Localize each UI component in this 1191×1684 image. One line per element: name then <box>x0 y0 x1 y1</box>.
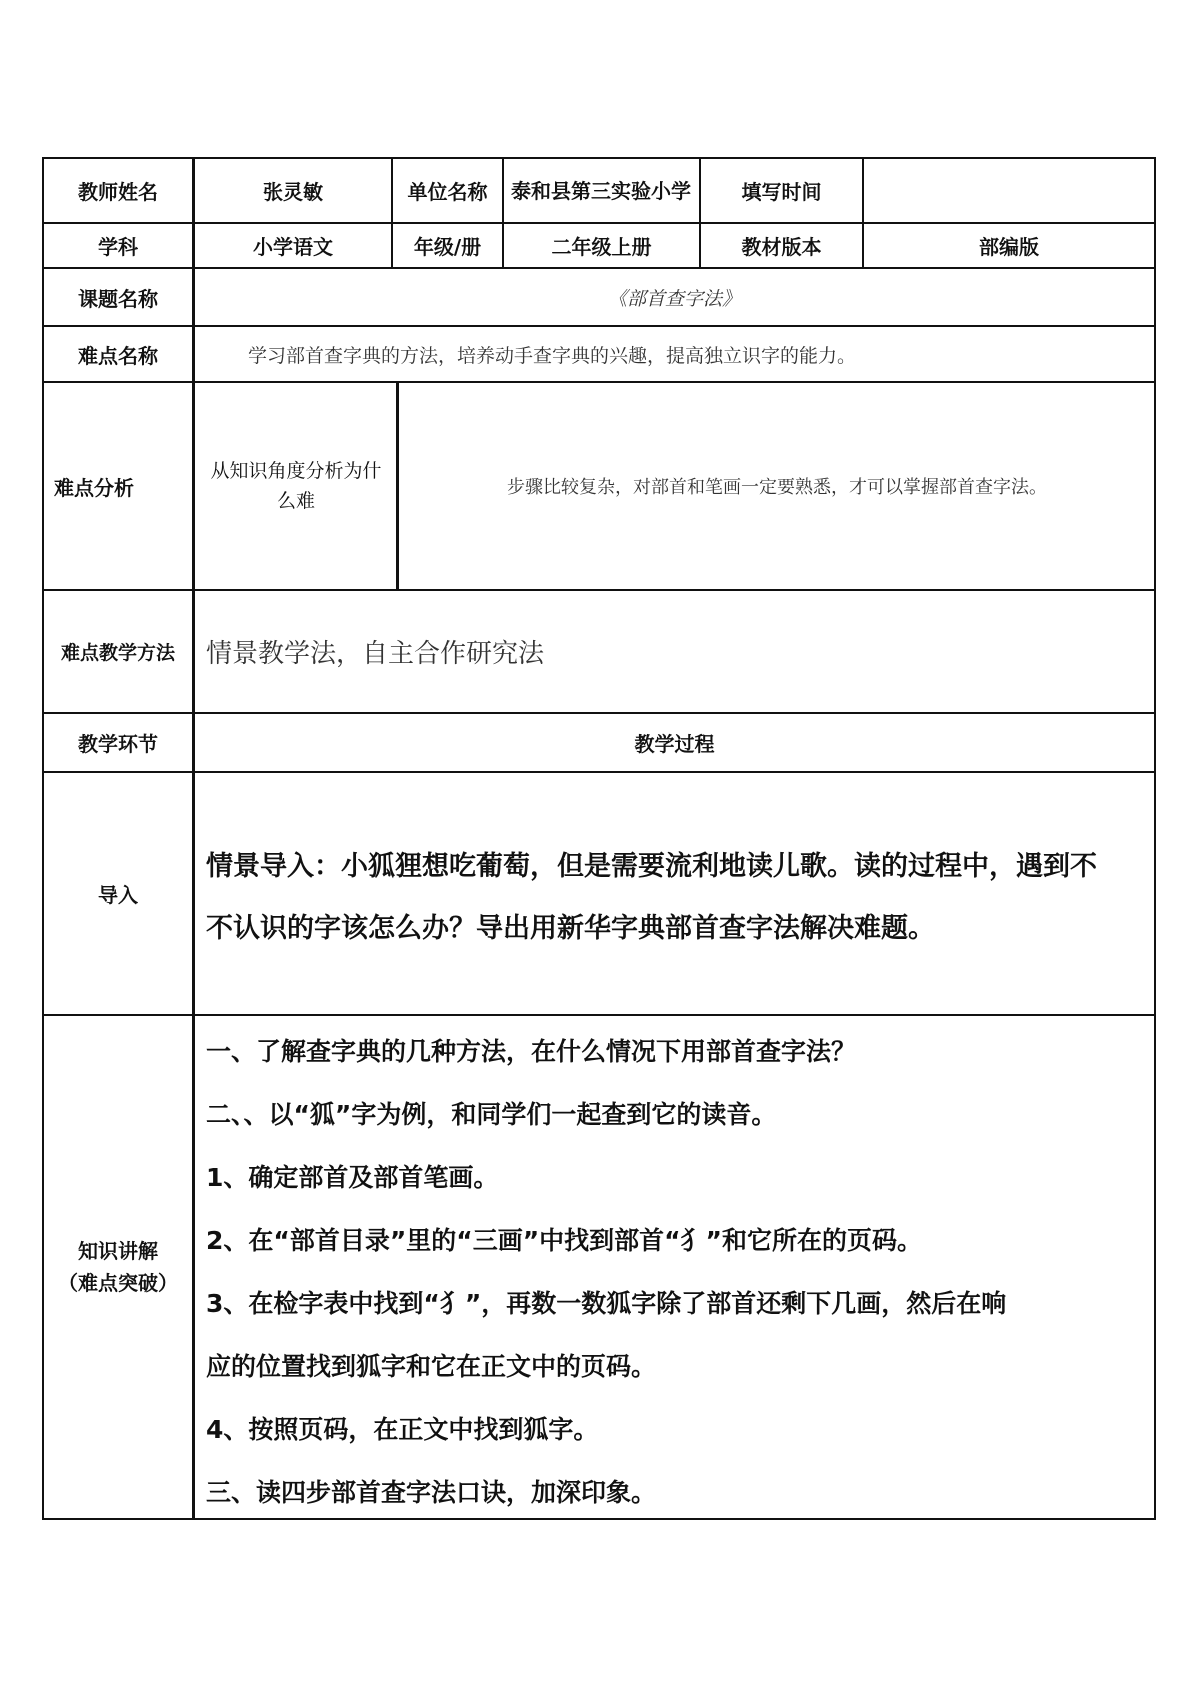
knowledge-line: 4、按照页码，在正文中找到狐字。 <box>206 1415 599 1444</box>
knowledge-label <box>44 1016 192 1518</box>
knowledge-line: 一、了解查字典的几种方法，在什么情况下用部首查字法？ <box>206 1037 857 1066</box>
unit-name-value: 泰和县第三实验小学 <box>511 178 691 203</box>
unit-name-label: 单位名称 <box>407 180 488 204</box>
knowledge-line: 1、确定部首及部首笔画。 <box>206 1163 499 1192</box>
subject-label: 学科 <box>98 235 138 259</box>
rule <box>42 771 1156 773</box>
analysis-value: 步骤比较复杂，对部首和笔画一定要熟悉，才可以掌握部首查字法。 <box>507 477 1047 498</box>
edition-label: 教材版本 <box>741 235 822 259</box>
rule <box>396 381 399 591</box>
topic-label: 课题名称 <box>78 286 158 311</box>
intro-text <box>206 836 1156 960</box>
analysis-label: 难点分析 <box>54 475 134 500</box>
teacher-name-label: 教师姓名 <box>78 180 158 204</box>
knowledge-text <box>206 1020 1156 1524</box>
knowledge-line: 2、在“部首目录”里的“三画”中找到部首“犭”和它所在的页码。 <box>206 1226 922 1255</box>
difficulty-label: 难点名称 <box>78 343 158 368</box>
knowledge-line: 二、、以“狐”字为例，和同学们一起查到它的读音。 <box>206 1100 777 1129</box>
knowledge-label-line1: 知识讲解 <box>78 1239 158 1263</box>
edition-value: 部编版 <box>979 235 1039 259</box>
grade-value: 二年级上册 <box>551 235 652 259</box>
analysis-sub-label: 从知识角度分析为什么难 <box>210 460 382 512</box>
method-value: 情景教学法，自主合作研究法 <box>206 639 545 669</box>
rule <box>42 1014 1156 1016</box>
fill-time-value[interactable] <box>864 159 1154 222</box>
topic-value: 《部首查字法》 <box>607 287 741 310</box>
intro-label: 导入 <box>98 883 138 907</box>
knowledge-line: 应的位置找到狐字和它在正文中的页码。 <box>206 1352 657 1381</box>
process-header-value: 教学过程 <box>634 732 715 756</box>
method-label: 难点教学方法 <box>60 642 175 664</box>
difficulty-value: 学习部首查字典的方法，培养动手查字典的兴趣，提高独立识字的能力。 <box>248 344 857 367</box>
process-header-label: 教学环节 <box>78 732 158 756</box>
knowledge-line: 三、读四步部首查字法口诀，加深印象。 <box>206 1478 657 1507</box>
grade-label: 年级/册 <box>413 235 482 259</box>
teacher-name-value: 张灵敏 <box>263 180 323 204</box>
knowledge-line: 3、在检字表中找到“犭”，再数一数狐字除了部首还剩下几画，然后在响 <box>206 1289 1007 1318</box>
intro-line: 情景导入：小狐狸想吃葡萄，但是需要流利地读儿歌。读的过程中，遇到不 <box>206 851 1097 882</box>
intro-line: 不认识的字该怎么办？导出用新华字典部首查字法解决难题。 <box>206 913 935 944</box>
fill-time-label: 填写时间 <box>741 180 822 204</box>
rule <box>192 157 195 1520</box>
subject-value: 小学语文 <box>253 235 333 259</box>
knowledge-label-line2: （难点突破） <box>58 1271 178 1295</box>
